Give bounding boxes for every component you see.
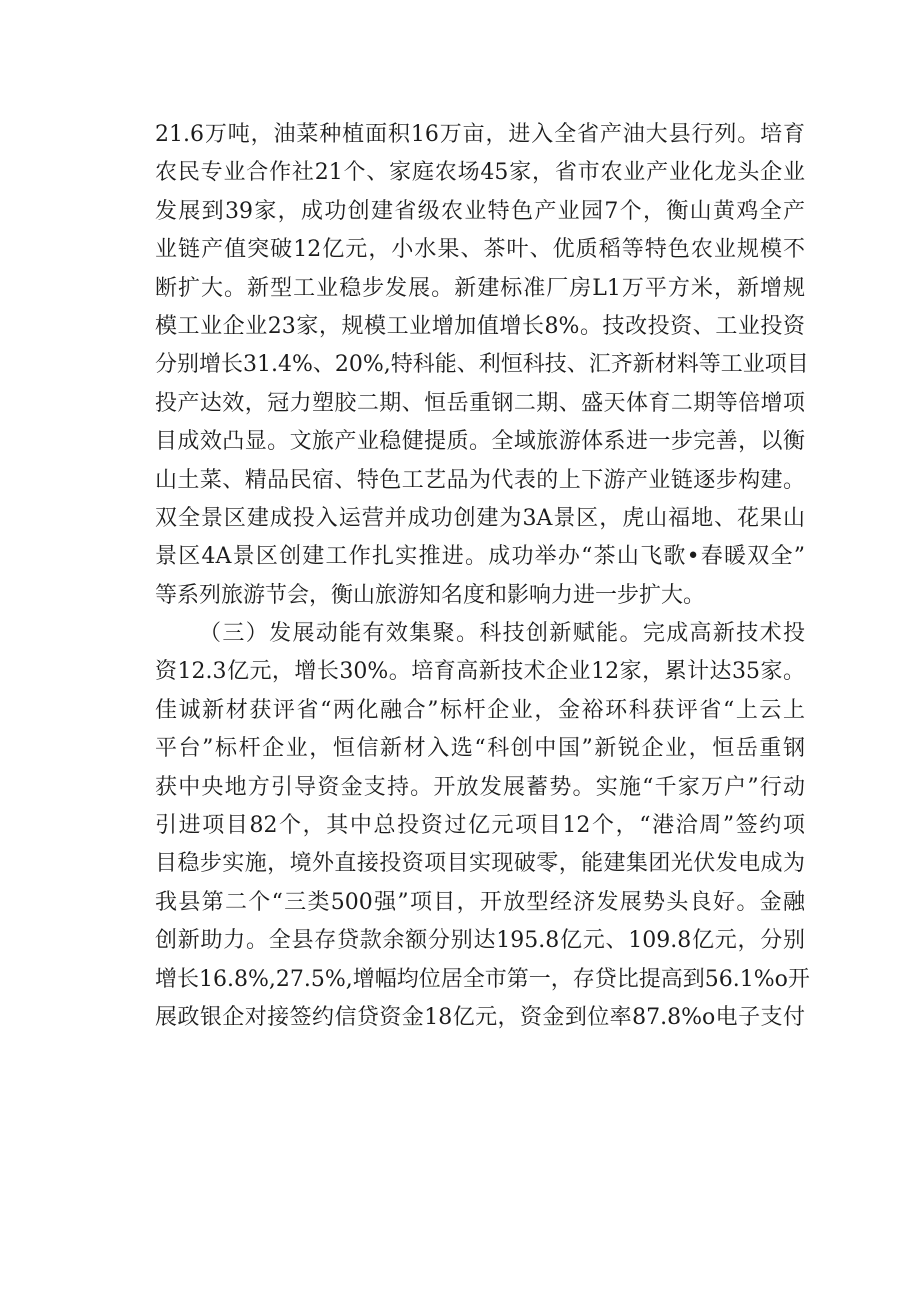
text-line: 我县第二个“三类500强”项目，开放型经济发展势头良好。金融 [155,889,805,915]
text-line: 目稳步实施，境外直接投资项目实现破零，能建集团光伏发电成为 [155,851,805,877]
paragraph-1 [155,116,809,615]
text-line: 等系列旅游节会，衡山旅游知名度和影响力进一步扩大。 [155,582,706,608]
text-line: 业链产值突破12亿元，小水果、茶叶、优质稻等特色农业规模不 [155,237,805,263]
text-line: 断扩大。新型工业稳步发展。新建标准厂房L1万平方米，新增规 [155,275,805,301]
text-line: 景区4A景区创建工作扎实推进。成功举办“茶山飞歌•春暖双全” [155,544,805,570]
text-line: 投产达效，冠力塑胶二期、恒岳重钢二期、盛天体育二期等倍增项 [155,390,805,416]
text-line: 模工业企业23家，规模工业增加值增长8%。技改投资、工业投资 [155,313,805,339]
text-line: 双全景区建成投入运营并成功创建为3A景区，虎山福地、花果山 [155,505,805,531]
text-line: 获中央地方引导资金支持。开放发展蓄势。实施“千家万户”行动 [155,774,805,800]
text-line: 资12.3亿元，增长30%。培育高新技术企业12家，累计达35家。 [155,659,805,685]
text-line: 展政银企对接签约信贷资金18亿元，资金到位率87.8%o电子支付 [155,1004,805,1030]
section-heading-line: （三）发展动能有效集聚。科技创新赋能。完成高新技术投 [199,621,805,647]
text-line: 平台”标杆企业，恒信新材入选“科创中国”新锐企业，恒岳重钢 [155,736,805,762]
body-text [155,116,810,1037]
text-line: 发展到39家，成功创建省级农业特色产业园7个，衡山黄鸡全产 [155,198,805,224]
text-line: 创新助力。全县存贷款余额分别达195.8亿元、109.8亿元，分别 [155,928,805,954]
paragraph-2 [155,615,810,1037]
text-line: 山土菜、精品民宿、特色工艺品为代表的上下游产业链逐步构建。 [155,467,805,493]
text-line: 增长16.8%,27.5%,增幅均位居全市第一，存贷比提高到56.1%o开 [155,966,810,992]
text-line: 佳诚新材获评省“两化融合”标杆企业，金裕环科获评省“上云上 [155,697,805,723]
text-line: 引进项目82个，其中总投资过亿元项目12个，“港洽周”签约项 [155,813,805,839]
text-line: 目成效凸显。文旅产业稳健提质。全域旅游体系进一步完善，以衡 [155,429,805,455]
text-line: 21.6万吨，油菜种植面积16万亩，进入全省产油大县行列。培育 [155,122,805,147]
text-line: 农民专业合作社21个、家庭农场45家，省市农业产业化龙头企业 [155,160,805,186]
text-line: 分别增长31.4%、20%,特科能、利恒科技、汇齐新材料等工业项目 [155,352,809,378]
